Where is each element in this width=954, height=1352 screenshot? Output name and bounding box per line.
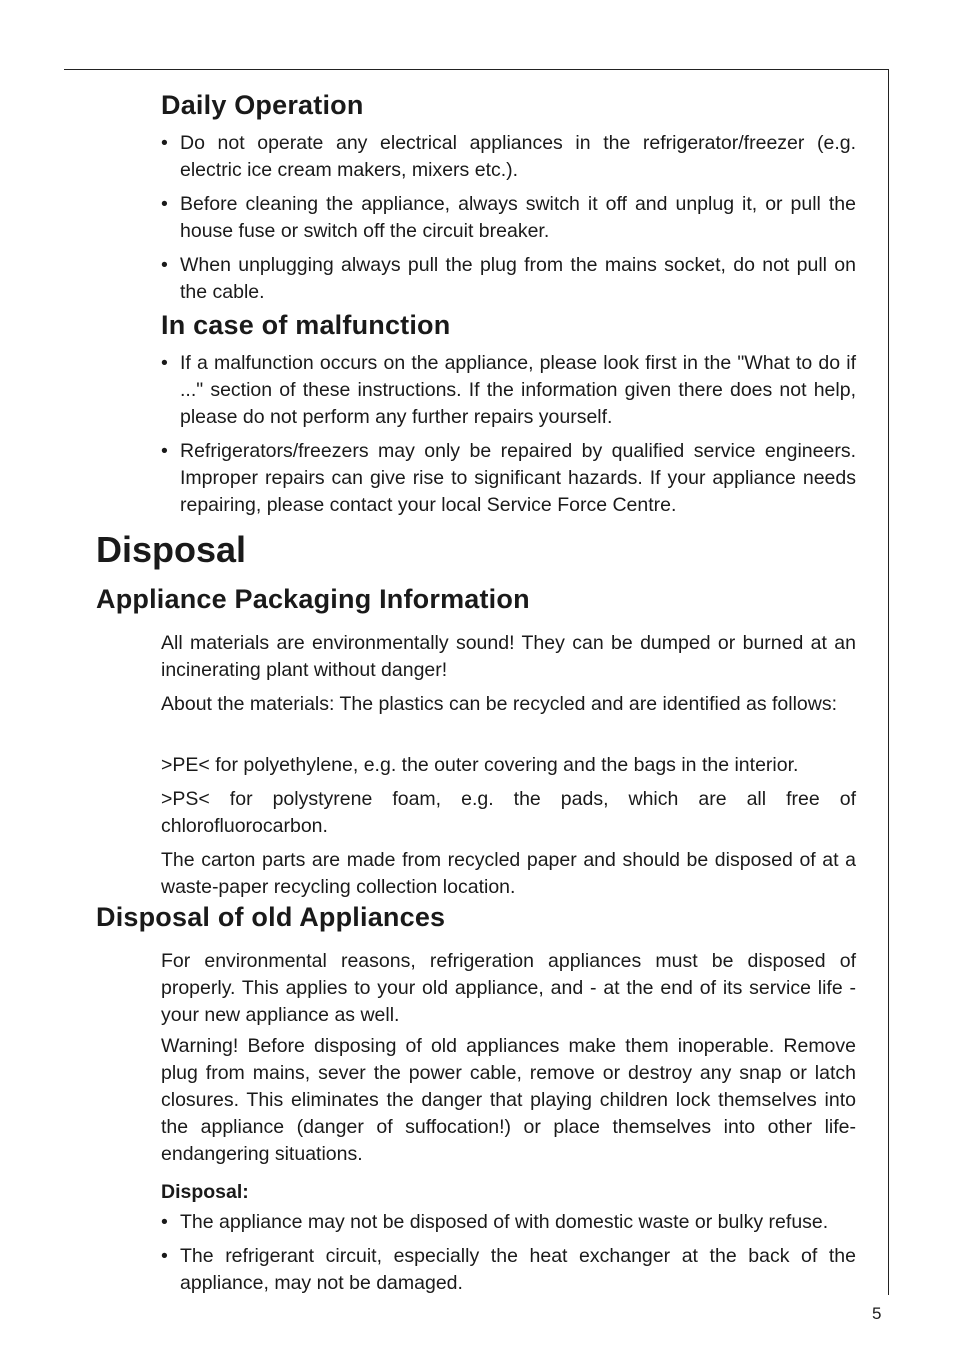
daily-operation-bullet-3: • When unplugging always pull the plug from the mains socket, do not pull on the cable. [161, 252, 856, 306]
packaging-paragraph-4: >PS< for polystyrene foam, e.g. the pads, which are all free of chlorofluorocarbon. [161, 788, 856, 837]
page-number: 5 [872, 1304, 882, 1323]
disposal-bullet-1: • The appliance may not be disposed of with domestic waste or bulky refuse. [161, 1209, 856, 1236]
packaging-paragraph-2: About the materials: The plastics can be recycled and are identified as follows: [161, 693, 838, 715]
malfunction-bullet-1: • If a malfunction occurs on the appliance, please look first in the "What to do if ..." section of these instructions. If the information given there does not help, please do not perform any further repairs yourself. [161, 350, 856, 431]
daily-operation-bullet-1: • Do not operate any electrical appliances in the refrigerator/freezer (e.g. electric ice cream makers, mixers etc.). [161, 130, 856, 184]
disposal-bullet-2: • The refrigerant circuit, especially the heat exchanger at the back of the appliance, may not be damaged. [161, 1243, 856, 1297]
disposal-label: Disposal: [161, 1181, 249, 1203]
packaging-paragraph-3: >PE< for polyethylene, e.g. the outer covering and the bags in the interior. [161, 754, 799, 776]
packaging-paragraph-1: All materials are environmentally sound! They can be dumped or burned at an incinerating plant without danger! [161, 632, 856, 681]
daily-operation-heading: Daily Operation [161, 90, 364, 120]
disposal-title: Disposal [96, 529, 247, 570]
right-rule [888, 69, 889, 1295]
malfunction-heading: In case of malfunction [161, 310, 451, 340]
old-appliances-paragraph-1: For environmental reasons, refrigeration appliances must be disposed of properly. This applies to your old appliance, and - at the end of its service life - your new appliance as well. [161, 950, 856, 1026]
malfunction-bullet-2: • Refrigerators/freezers may only be repaired by qualified service engineers. Improper repairs can give rise to significant hazards. If your appliance needs repairing, please contact your local Service Force Centre. [161, 438, 856, 519]
old-appliances-heading: Disposal of old Appliances [96, 902, 446, 932]
top-rule [64, 69, 889, 70]
packaging-heading: Appliance Packaging Information [96, 584, 530, 614]
packaging-paragraph-5: The carton parts are made from recycled paper and should be disposed of at a waste-paper recycling collection location. [161, 849, 856, 898]
daily-operation-bullet-2: • Before cleaning the appliance, always switch it off and unplug it, or pull the house fuse or switch off the circuit breaker. [161, 191, 856, 245]
old-appliances-paragraph-2: Warning! Before disposing of old appliances make them inoperable. Remove plug from mains, sever the power cable, remove or destroy any snap or latch closures. This eliminates the danger that playing children lock themselves into the appliance (danger of suffocation!) or place themselves into other life-endangering situations. [161, 1035, 856, 1165]
